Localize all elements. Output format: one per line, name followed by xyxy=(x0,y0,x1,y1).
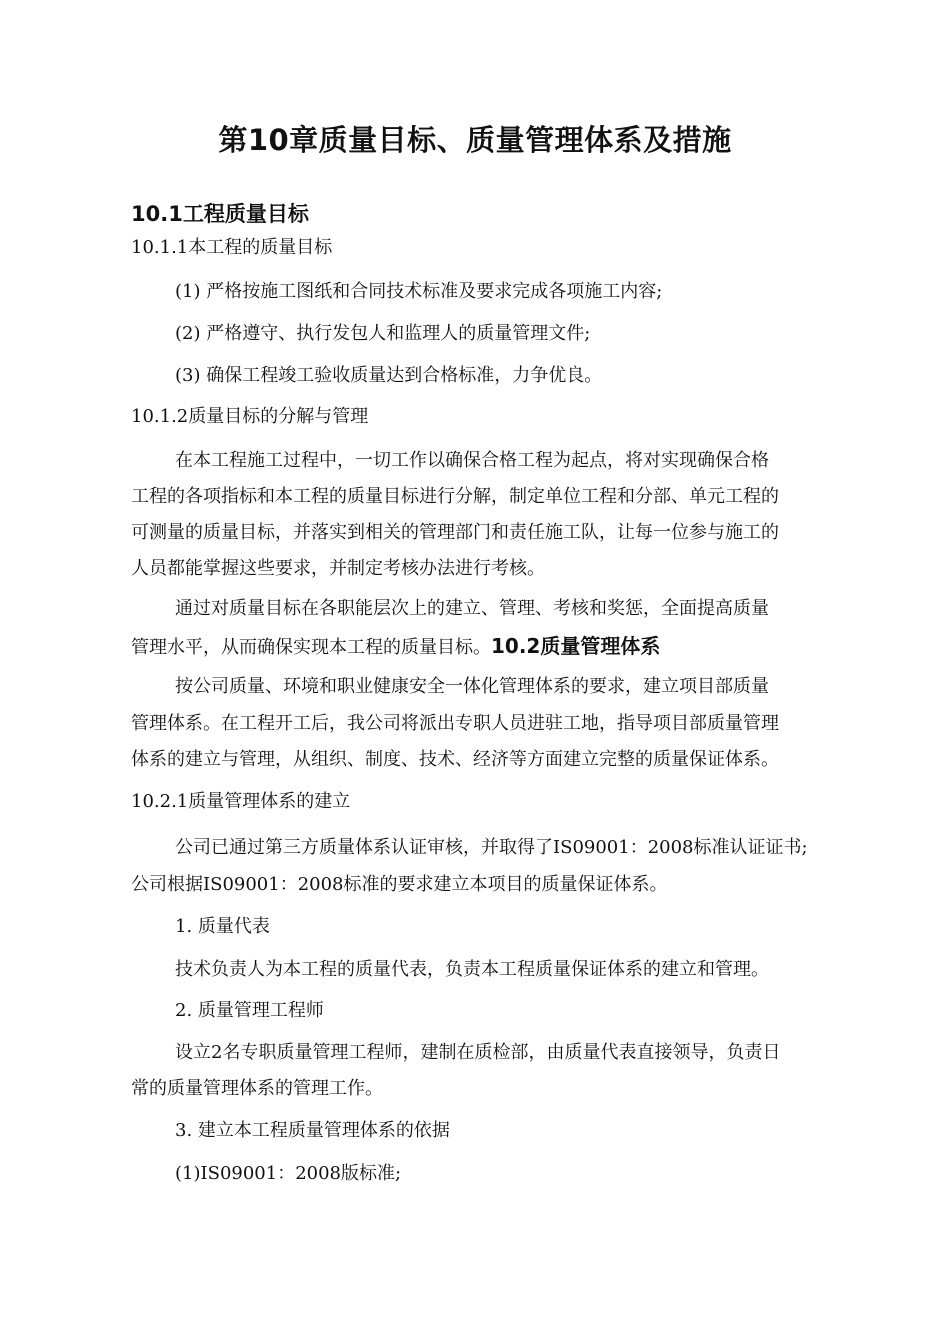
paragraph-line: 常的质量管理体系的管理工作。 xyxy=(131,1078,383,1099)
paragraph-line: 人员都能掌握这些要求，并制定考核办法进行考核。 xyxy=(131,558,545,579)
paragraph-line: 公司根据IS09001：2008标准的要求建立本项目的质量保证体系。 xyxy=(131,874,668,895)
item-heading: 3. 建立本工程质量管理体系的依据 xyxy=(175,1120,450,1141)
section-heading-10-1: 10.1工程质量目标 xyxy=(131,202,309,226)
paragraph-line: 管理体系。在工程开工后，我公司将派出专职人员进驻工地，指导项目部质量管理 xyxy=(131,713,779,734)
subsection-heading-10-2-1: 10.2.1质量管理体系的建立 xyxy=(131,791,351,812)
item-heading: 1. 质量代表 xyxy=(175,916,270,937)
paragraph-line: 按公司质量、环境和职业健康安全一体化管理体系的要求，建立项目部质量 xyxy=(175,676,769,697)
paragraph-line: 技术负责人为本工程的质量代表，负责本工程质量保证体系的建立和管理。 xyxy=(175,959,769,980)
list-item: (1)IS09001：2008版标准; xyxy=(175,1163,402,1184)
list-item: (1) 严格按施工图纸和合同技术标准及要求完成各项施工内容; xyxy=(175,281,663,302)
paragraph-line: 体系的建立与管理，从组织、制度、技术、经济等方面建立完整的质量保证体系。 xyxy=(131,749,779,770)
subsection-heading-10-1-1: 10.1.1本工程的质量目标 xyxy=(131,237,333,258)
section-heading-10-2: 10.2质量管理体系 xyxy=(491,634,661,658)
paragraph-line: 通过对质量目标在各职能层次上的建立、管理、考核和奖惩，全面提高质量 xyxy=(175,598,769,619)
paragraph-line-with-heading xyxy=(131,634,660,660)
paragraph-line: 工程的各项指标和本工程的质量目标进行分解，制定单位工程和分部、单元工程的 xyxy=(131,486,779,507)
paragraph-text: 管理水平，从而确保实现本工程的质量目标。 xyxy=(131,637,491,658)
paragraph-line: 公司已通过第三方质量体系认证审核，并取得了IS09001：2008标准认证证书; xyxy=(175,837,808,858)
list-item: (3) 确保工程竣工验收质量达到合格标准，力争优良。 xyxy=(175,365,603,386)
subsection-heading-10-1-2: 10.1.2质量目标的分解与管理 xyxy=(131,406,369,427)
chapter-title: 第10章质量目标、质量管理体系及措施 xyxy=(218,123,732,157)
paragraph-line: 在本工程施工过程中，一切工作以确保合格工程为起点，将对实现确保合格 xyxy=(175,450,769,471)
paragraph-line: 可测量的质量目标，并落实到相关的管理部门和责任施工队，让每一位参与施工的 xyxy=(131,522,779,543)
list-item: (2) 严格遵守、执行发包人和监理人的质量管理文件; xyxy=(175,323,591,344)
paragraph-line: 设立2名专职质量管理工程师，建制在质检部，由质量代表直接领导，负责日 xyxy=(175,1042,781,1063)
item-heading: 2. 质量管理工程师 xyxy=(175,1000,324,1021)
